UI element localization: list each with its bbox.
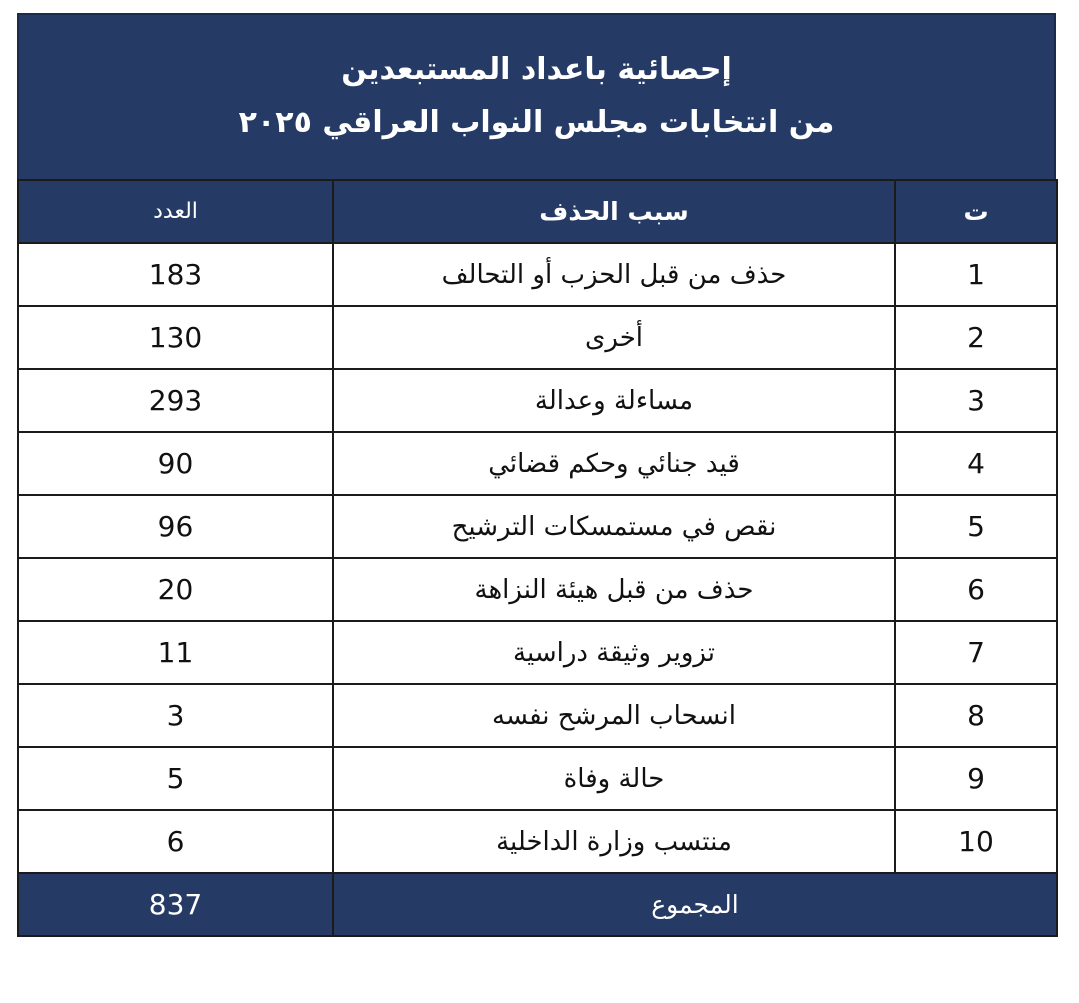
table-row [18, 621, 1057, 684]
row-index: 9 [895, 747, 1057, 810]
title-line-2: من انتخابات مجلس النواب العراقي ٢٠٢٥ [238, 105, 835, 140]
header-reason: سبب الحذف [333, 180, 895, 243]
row-reason: منتسب وزارة الداخلية [333, 810, 895, 873]
header-index: ت [895, 180, 1057, 243]
row-reason: قيد جنائي وحكم قضائي [333, 432, 895, 495]
row-count: 183 [18, 243, 333, 306]
row-count: 90 [18, 432, 333, 495]
total-count: 837 [18, 873, 333, 936]
row-count: 293 [18, 369, 333, 432]
table-row [18, 684, 1057, 747]
row-index: 4 [895, 432, 1057, 495]
table-row [18, 810, 1057, 873]
row-index: 8 [895, 684, 1057, 747]
table-header-row [18, 180, 1057, 243]
row-count: 96 [18, 495, 333, 558]
total-row [18, 873, 1057, 936]
row-reason: نقص في مستمسكات الترشيح [333, 495, 895, 558]
row-reason: حذف من قبل الحزب أو التحالف [333, 243, 895, 306]
table-row [18, 243, 1057, 306]
row-count: 11 [18, 621, 333, 684]
row-count: 6 [18, 810, 333, 873]
row-index: 10 [895, 810, 1057, 873]
row-reason: تزوير وثيقة دراسية [333, 621, 895, 684]
row-count: 130 [18, 306, 333, 369]
total-label: المجموع [333, 873, 1057, 936]
row-index: 5 [895, 495, 1057, 558]
row-count: 20 [18, 558, 333, 621]
table-row [18, 495, 1057, 558]
title-line-1: إحصائية باعداد المستبعدين [341, 52, 732, 87]
row-index: 6 [895, 558, 1057, 621]
title-banner [17, 13, 1056, 181]
table-row [18, 369, 1057, 432]
row-index: 2 [895, 306, 1057, 369]
table-row [18, 432, 1057, 495]
row-reason: مساءلة وعدالة [333, 369, 895, 432]
row-reason: انسحاب المرشح نفسه [333, 684, 895, 747]
table-row [18, 747, 1057, 810]
table-body [18, 243, 1057, 873]
row-index: 3 [895, 369, 1057, 432]
table-row [18, 558, 1057, 621]
row-index: 1 [895, 243, 1057, 306]
excluded-candidates-table [17, 179, 1058, 937]
row-count: 3 [18, 684, 333, 747]
row-reason: أخرى [333, 306, 895, 369]
statistics-document [17, 13, 1056, 943]
row-reason: حذف من قبل هيئة النزاهة [333, 558, 895, 621]
row-reason: حالة وفاة [333, 747, 895, 810]
row-count: 5 [18, 747, 333, 810]
header-count: العدد [18, 180, 333, 243]
row-index: 7 [895, 621, 1057, 684]
table-row [18, 306, 1057, 369]
